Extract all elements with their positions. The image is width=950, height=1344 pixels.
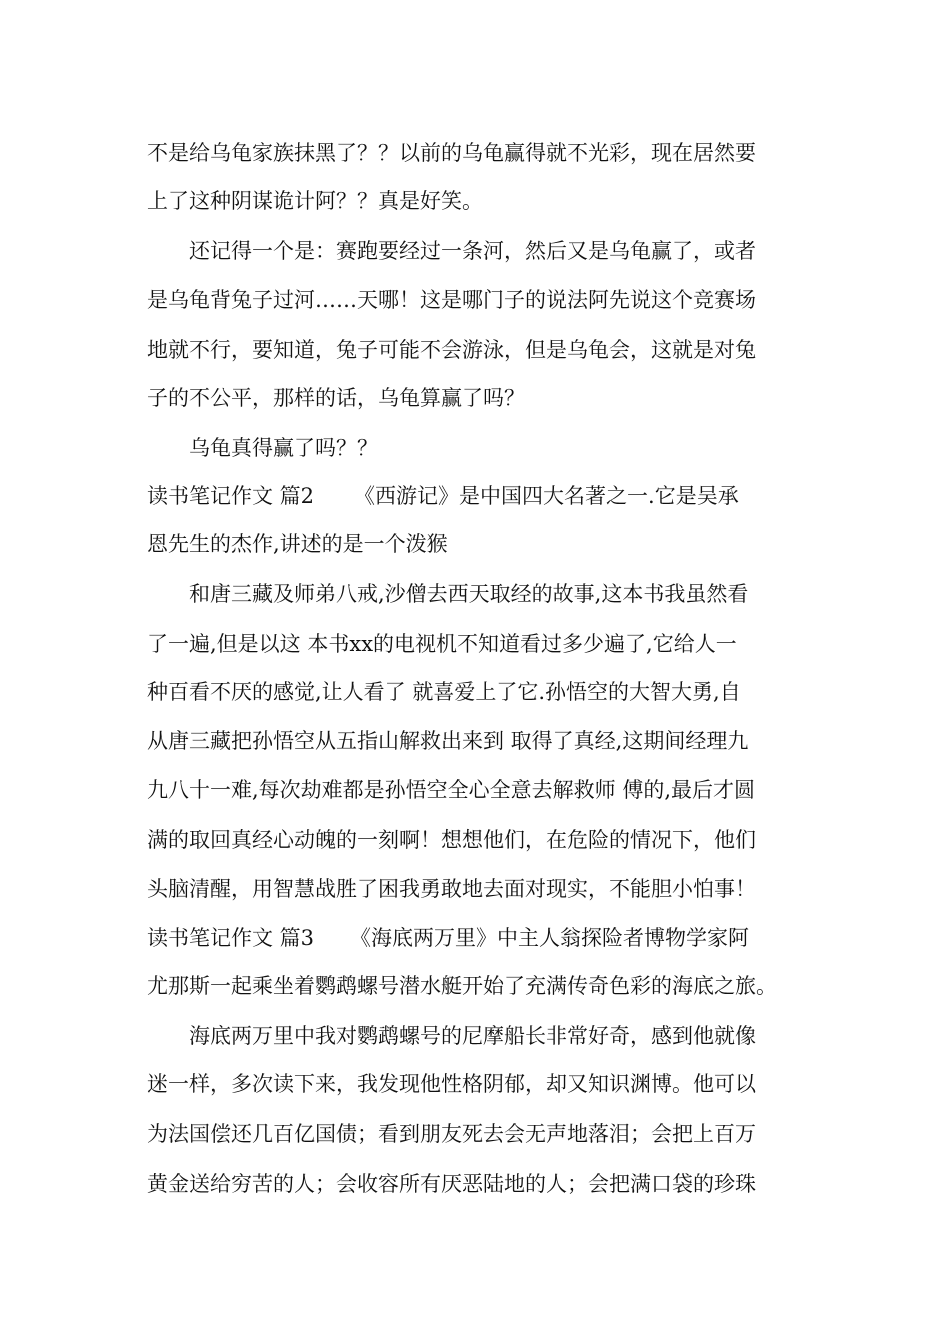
text-line: 种百看不厌的感觉,让人看了 就喜爱上了它.孙悟空的大智大勇,自 bbox=[147, 680, 741, 704]
text-line: 头脑清醒，用智慧战胜了困我勇敢地去面对现实，不能胆小怕事！ bbox=[147, 877, 756, 901]
section-heading: 读书笔记作文 篇3 bbox=[147, 926, 315, 950]
text-line: 还记得一个是：赛跑要经过一条河，然后又是乌龟赢了，或者 bbox=[189, 239, 756, 263]
text-line: 了一遍,但是以这 本书xx的电视机不知道看过多少遍了,它给人一 bbox=[147, 632, 737, 656]
text-line: 满的取回真经心动魄的一刻啊！想想他们，在危险的情况下，他们 bbox=[147, 828, 756, 852]
text-line: 不是给乌龟家族抹黑了？？以前的乌龟赢得就不光彩，现在居然要 bbox=[147, 141, 756, 165]
text-line: 乌龟真得赢了吗？？ bbox=[189, 436, 378, 460]
text-line: 迷一样，多次读下来，我发现他性格阴郁，却又知识渊博。他可以 bbox=[147, 1072, 756, 1096]
text-line: 子的不公平，那样的话，乌龟算赢了吗？ bbox=[147, 386, 525, 410]
text-segment: 《海底两万里》中主人翁探险者博物学家阿 bbox=[350, 926, 750, 950]
text-line: 是乌龟背兔子过河……天哪！这是哪门子的说法阿先说这个竞赛场 bbox=[147, 288, 756, 312]
text-line: 九八十一难,每次劫难都是孙悟空全心全意去解救师 傅的,最后才圆 bbox=[147, 778, 756, 802]
text-line: 为法国偿还几百亿国债；看到朋友死去会无声地落泪；会把上百万 bbox=[147, 1122, 756, 1146]
text-segment: 《西游记》是中国四大名著之一.它是吴承 bbox=[354, 484, 739, 508]
section-heading-line bbox=[147, 476, 809, 516]
text-line: 上了这种阴谋诡计阿？？真是好笑。 bbox=[147, 189, 483, 213]
section-heading: 读书笔记作文 篇2 bbox=[147, 484, 315, 508]
text-line: 海底两万里中我对鹦鹉螺号的尼摩船长非常好奇，感到他就像 bbox=[189, 1024, 756, 1048]
text-line: 尤那斯一起乘坐着鹦鹉螺号潜水艇开始了充满传奇色彩的海底之旅。 bbox=[147, 974, 777, 998]
section-heading-line bbox=[147, 918, 809, 958]
text-line: 和唐三藏及师弟八戒,沙僧去西天取经的故事,这本书我虽然看 bbox=[189, 582, 749, 606]
text-line: 恩先生的杰作,讲述的是一个泼猴 bbox=[147, 532, 448, 556]
text-line: 黄金送给穷苦的人；会收容所有厌恶陆地的人；会把满口袋的珍珠 bbox=[147, 1172, 756, 1196]
text-line: 从唐三藏把孙悟空从五指山解救出来到 取得了真经,这期间经理九 bbox=[147, 729, 749, 753]
text-line: 地就不行，要知道，兔子可能不会游泳，但是乌龟会，这就是对兔 bbox=[147, 338, 756, 362]
